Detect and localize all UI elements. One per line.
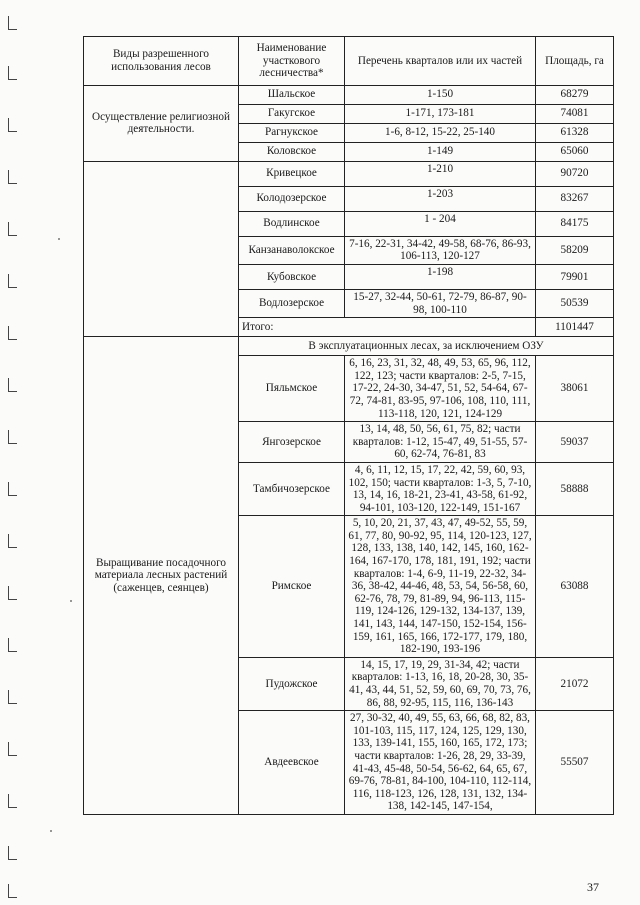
pencil-dot xyxy=(50,830,52,832)
quarters-list: 4, 6, 11, 12, 15, 17, 22, 42, 59, 60, 93, 102, 150; части кварталов: 1-3, 5, 7-10, 13, 14, 16, 18-21, 23-41, 43-58, 61-92, 94-101, 103-120, 122-149, 151-167 xyxy=(345,462,536,515)
forest-use-table xyxy=(83,36,614,815)
area-value: 59037 xyxy=(536,422,614,463)
area-value: 38061 xyxy=(536,356,614,422)
area-value: 58209 xyxy=(536,236,614,264)
area-value: 21072 xyxy=(536,657,614,710)
quarters-list: 6, 16, 23, 31, 32, 48, 49, 53, 65, 96, 112, 122, 123; части кварталов: 2-5, 7-15, 17-22, 24-30, 34-47, 51, 52, 54-64, 67-72, 74-81, 83-95, 97-106, 108, 110, 111, 113-118, 120, 121, 124-129 xyxy=(345,356,536,422)
table-row xyxy=(84,85,614,104)
quarters-list: 1 - 204 xyxy=(345,211,536,236)
quarters-list: 27, 30-32, 40, 49, 55, 63, 66, 68, 82, 83, 101-103, 115, 117, 124, 125, 129, 130, 133, 139-141, 155, 160, 165, 172, 173; части кварталов: 1-26, 28, 29, 33-39, 41-43, 45-48, 50-54, 56-62, 64, 65, 67, 69-76, 78-81, 84-100, 104-110, 112-114, 116, 118-123, 126, 128, 131, 132, 134-138, 142-145, 147-154, xyxy=(345,711,536,815)
district-name: Авдеевское xyxy=(239,711,345,815)
district-name: Кубовское xyxy=(239,264,345,289)
area-value: 90720 xyxy=(536,161,614,186)
pencil-dot xyxy=(70,600,72,602)
quarters-list: 15-27, 32-44, 50-61, 72-79, 86-87, 90-98, 100-110 xyxy=(345,289,536,317)
table-row xyxy=(84,161,614,186)
area-value: 63088 xyxy=(536,516,614,658)
district-name: Римское xyxy=(239,516,345,658)
area-value: 65060 xyxy=(536,142,614,161)
header-use-type: Виды разрешенного использования лесов xyxy=(84,37,239,86)
quarters-list: 5, 10, 20, 21, 37, 43, 47, 49-52, 55, 59, 61, 77, 80, 90-92, 95, 114, 120-123, 127, 128, 133, 138, 140, 142, 145, 160, 162-164, 167-170, 178, 181, 191, 192; части кварталов: 1-4, 6-9, 11-19, 22-32, 34-36, 38-42, 44-46, 48, 53, 54, 56-58, 60, 62-76, 78, 79, 81-89, 94, 96-113, 115-119, 124-126, 129-132, 134-137, 139, 141, 143, 144, 147-150, 152-154, 156-159, 161, 165, 166, 172-177, 179, 180, 182-190, 193-196 xyxy=(345,516,536,658)
quarters-list: 1-149 xyxy=(345,142,536,161)
area-value: 55507 xyxy=(536,711,614,815)
area-value: 58888 xyxy=(536,462,614,515)
district-name: Пяльмское xyxy=(239,356,345,422)
district-name: Колодозерское xyxy=(239,186,345,211)
quarters-list: 1-171, 173-181 xyxy=(345,104,536,123)
quarters-list: 1-150 xyxy=(345,85,536,104)
district-name: Тамбичозерское xyxy=(239,462,345,515)
area-value: 74081 xyxy=(536,104,614,123)
total-label: Итого: xyxy=(239,318,536,337)
binding-marks xyxy=(0,0,40,905)
district-name: Коловское xyxy=(239,142,345,161)
area-value: 50539 xyxy=(536,289,614,317)
quarters-list: 1-210 xyxy=(345,161,536,186)
use-type-religious: Осуществление религиозной деятельности. xyxy=(84,85,239,161)
table-row xyxy=(84,337,614,356)
use-type-seedlings: Выращивание посадочного материала лесных растений (саженцев, сеянцев) xyxy=(84,337,239,815)
district-name: Рагнукское xyxy=(239,123,345,142)
total-value: 1101447 xyxy=(536,318,614,337)
quarters-list: 14, 15, 17, 19, 29, 31-34, 42; части кварталов: 1-13, 16, 18, 20-28, 30, 35-41, 43, 44, 51, 52, 59, 60, 69, 70, 73, 76, 86, 88, 92-95, 115, 116, 136-143 xyxy=(345,657,536,710)
district-name: Шальское xyxy=(239,85,345,104)
district-name: Водлинское xyxy=(239,211,345,236)
area-value: 79901 xyxy=(536,264,614,289)
district-name: Кривецкое xyxy=(239,161,345,186)
header-area: Площадь, га xyxy=(536,37,614,86)
pencil-dot xyxy=(58,238,60,240)
district-name: Гакугское xyxy=(239,104,345,123)
district-name: Янгозерское xyxy=(239,422,345,463)
quarters-list: 1-203 xyxy=(345,186,536,211)
quarters-list: 13, 14, 48, 50, 56, 61, 75, 82; части кварталов: 1-12, 15-47, 49, 51-55, 57-60, 62-74, 76-81, 83 xyxy=(345,422,536,463)
area-value: 83267 xyxy=(536,186,614,211)
district-name: Пудожское xyxy=(239,657,345,710)
quarters-list: 1-6, 8-12, 15-22, 25-140 xyxy=(345,123,536,142)
quarters-list: 1-198 xyxy=(345,264,536,289)
area-value: 84175 xyxy=(536,211,614,236)
table-header-row xyxy=(84,37,614,86)
area-value: 68279 xyxy=(536,85,614,104)
use-type-blank xyxy=(84,161,239,336)
quarters-list: 7-16, 22-31, 34-42, 49-58, 68-76, 86-93, 106-113, 120-127 xyxy=(345,236,536,264)
district-name: Канзанаволокское xyxy=(239,236,345,264)
header-district: Наименование участкового лесничества* xyxy=(239,37,345,86)
subheader-operational-forests: В эксплуатационных лесах, за исключением ОЗУ xyxy=(239,337,614,356)
district-name: Водлозерское xyxy=(239,289,345,317)
header-quarters: Перечень кварталов или их частей xyxy=(345,37,536,86)
page-number: 37 xyxy=(587,880,599,894)
area-value: 61328 xyxy=(536,123,614,142)
